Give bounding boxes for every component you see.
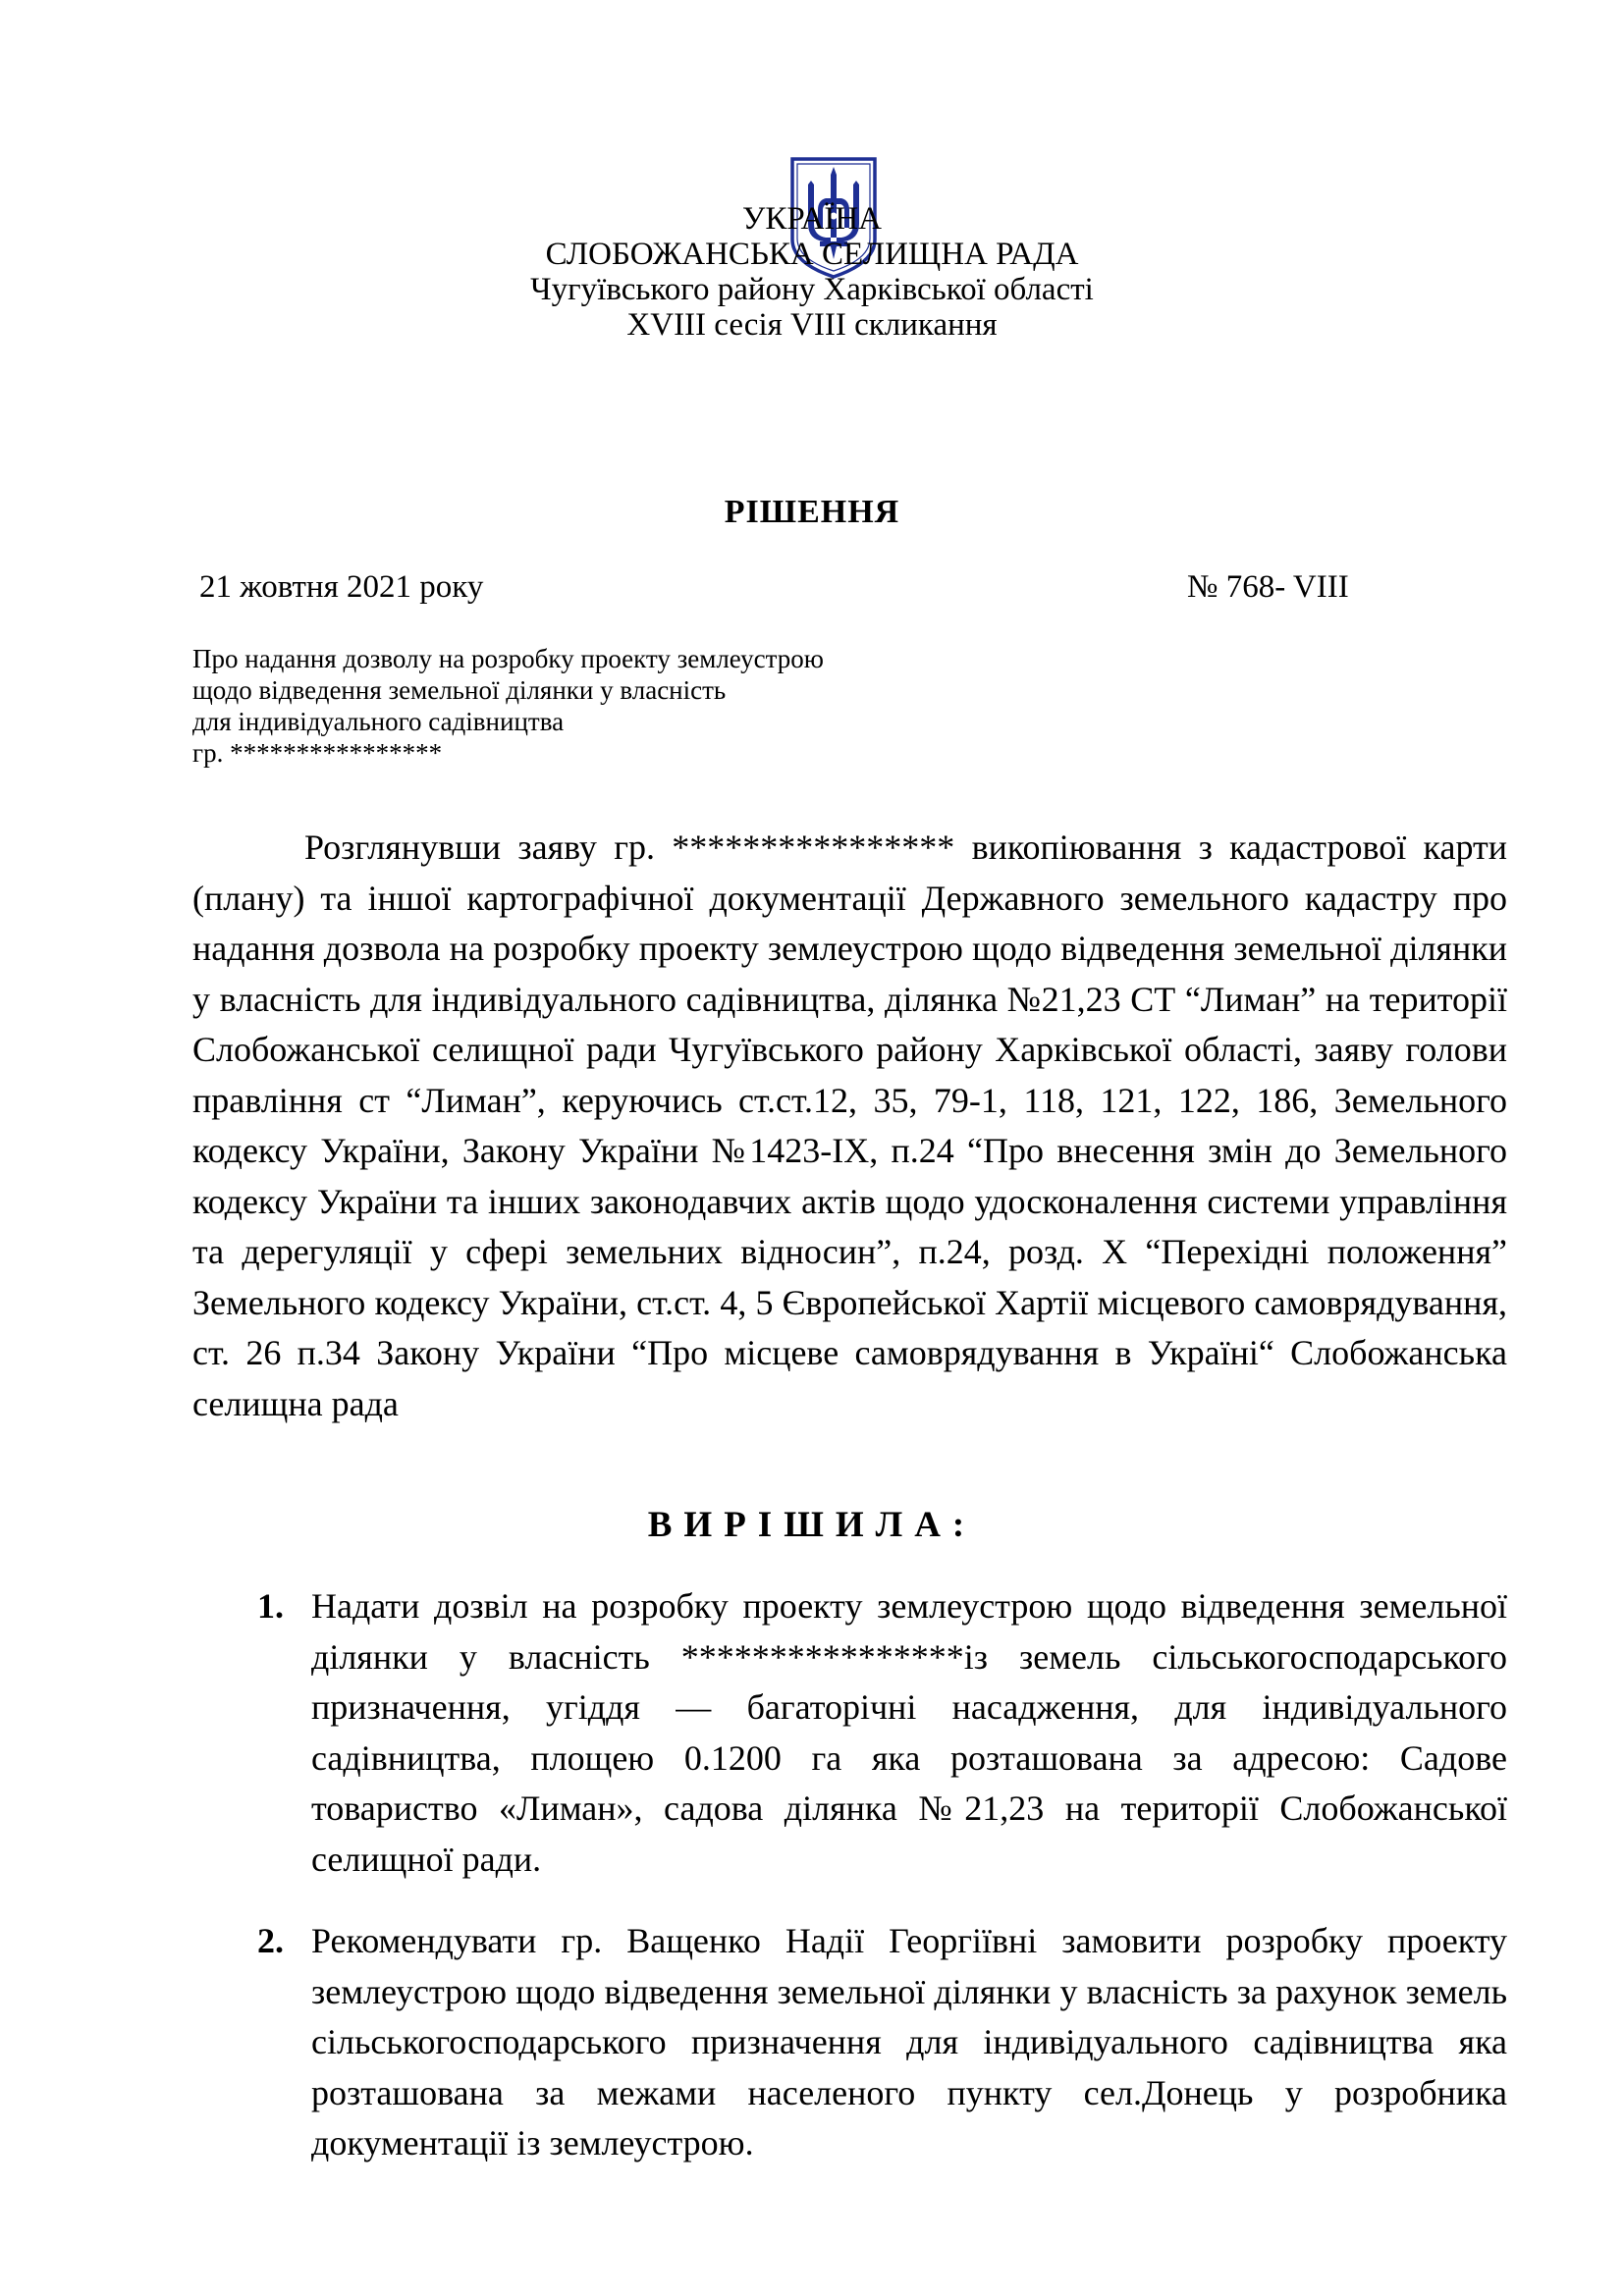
decision-subject bbox=[192, 643, 978, 769]
decision-number: № 768- VIII bbox=[1187, 569, 1349, 605]
decision-list bbox=[192, 1581, 1507, 2201]
header-country: УКРАЇНА bbox=[742, 201, 882, 237]
subject-line: гр. **************** bbox=[192, 738, 443, 768]
document-title: РІШЕННЯ bbox=[724, 494, 900, 530]
header-district: Чугуївського району Харківської області bbox=[530, 272, 1094, 307]
preamble-paragraph: Розглянувши заяву гр. **************** викопіювання з кадастрової карти (плану) та іншої картографічної документації Державного земельного кадастру про надання дозвола на розробку проекту землеустрою щодо відведення земельної ділянки у власність для індивідуального садівництва, ділянка №21,23 СТ “Лиман” на території Слобожанської селищної ради Чугуївського району Харківської області, заяву голови правління ст “Лиман”, керуючись ст.ст.12, 35, 79-1, 118, 121, 122, 186, Земельного кодексу України, Закону України №1423-IX, п.24 “Про внесення змін до Земельного кодексу України та інших законодавчих актів щодо удосконалення системи управління та дерегуляції у сфері земельних відносин”, п.24, розд. Х “Перехідні положення” Земельного кодексу України, ст.ст. 4, 5 Європейської Хартії місцевого самоврядування, ст. 26 п.34 Закону України “Про місцеве самоврядування в Україні“ Слобожанська селищна рада bbox=[192, 828, 1507, 1423]
decision-date: 21 жовтня 2021 року bbox=[199, 569, 484, 605]
decision-item-number: 1. bbox=[257, 1586, 284, 1626]
decided-heading: ВИРІШИЛА: bbox=[647, 1505, 977, 1545]
decision-item-number: 2. bbox=[257, 1921, 284, 1960]
decision-item-text: Надати дозвіл на розробку проекту землеустрою щодо відведення земельної ділянки у власність ****************із земель сільськогосподарського призначення, угіддя — багаторічні насадження, для індивідуального садівництва, площею 0.1200 га яка розташована за адресою: Садове товариство «Лиман», садова ділянка №21,23 на території Слобожанської селищної ради. bbox=[311, 1586, 1507, 1879]
decision-item bbox=[192, 1581, 1507, 1885]
header-session: XVIII сесія VIII скликання bbox=[626, 307, 998, 343]
header-council: СЛОБОЖАНСЬКА СЕЛИЩНА РАДА bbox=[545, 237, 1079, 272]
decision-item-text: Рекомендувати гр. Ващенко Надії Георгіївні замовити розробку проекту землеустрою щодо відведення земельної ділянки у власність за рахунок земель сільськогосподарського призначення для індивідуального садівництва яка розташована за межами населеного пункту сел.Донець у розробника документації із землеустрою. bbox=[311, 1921, 1507, 2163]
decision-item bbox=[192, 1916, 1507, 2169]
subject-line: щодо відведення земельної ділянки у власність bbox=[192, 675, 727, 705]
subject-line: Про надання дозволу на розробку проекту землеустрою bbox=[192, 644, 824, 673]
subject-line: для індивідуального садівництва bbox=[192, 707, 565, 736]
